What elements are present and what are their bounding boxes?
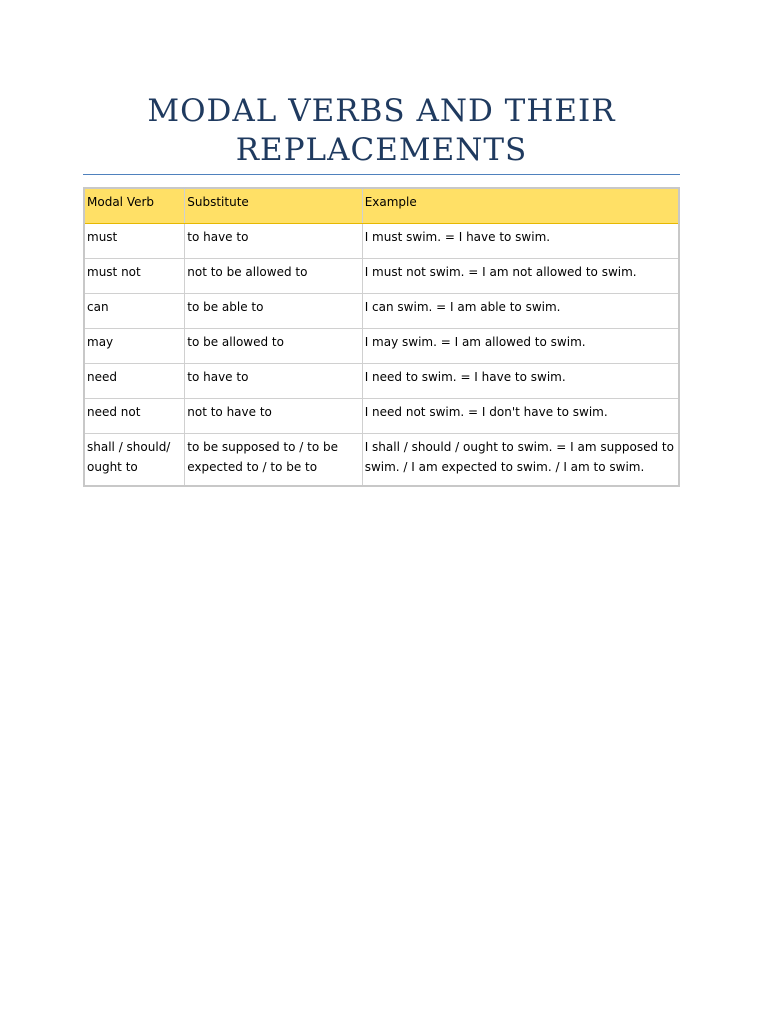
cell-example: I may swim. = I am allowed to swim. bbox=[362, 329, 679, 364]
cell-example: I need to swim. = I have to swim. bbox=[362, 364, 679, 399]
header-row bbox=[84, 188, 679, 224]
cell-substitute: to be allowed to bbox=[185, 329, 362, 364]
cell-example: I must not swim. = I am not allowed to swim. bbox=[362, 259, 679, 294]
cell-modal-verb: must not bbox=[84, 259, 185, 294]
cell-modal-verb: may bbox=[84, 329, 185, 364]
header-example: Example bbox=[362, 188, 679, 224]
cell-example: I need not swim. = I don't have to swim. bbox=[362, 399, 679, 434]
page-title bbox=[83, 92, 680, 170]
cell-modal-verb: need bbox=[84, 364, 185, 399]
table-row bbox=[84, 259, 679, 294]
cell-substitute: not to be allowed to bbox=[185, 259, 362, 294]
cell-modal-verb: need not bbox=[84, 399, 185, 434]
table-header bbox=[84, 188, 679, 224]
modal-verbs-table bbox=[83, 187, 680, 487]
title-divider bbox=[83, 174, 680, 175]
header-substitute: Substitute bbox=[185, 188, 362, 224]
cell-example: I must swim. = I have to swim. bbox=[362, 224, 679, 259]
cell-modal-verb: shall / should/ ought to bbox=[84, 434, 185, 487]
table-row bbox=[84, 399, 679, 434]
cell-substitute: not to have to bbox=[185, 399, 362, 434]
cell-example: I can swim. = I am able to swim. bbox=[362, 294, 679, 329]
table-body bbox=[84, 224, 679, 487]
table-row bbox=[84, 294, 679, 329]
cell-substitute: to have to bbox=[185, 364, 362, 399]
header-modal-verb: Modal Verb bbox=[84, 188, 185, 224]
title-line-2: REPLACEMENTS bbox=[235, 132, 528, 168]
cell-modal-verb: must bbox=[84, 224, 185, 259]
cell-substitute: to be supposed to / to be expected to / to be to bbox=[185, 434, 362, 487]
table-row bbox=[84, 364, 679, 399]
cell-example: I shall / should / ought to swim. = I am supposed to swim. / I am expected to swim. / I am to swim. bbox=[362, 434, 679, 487]
title-line-1: MODAL VERBS AND THEIR bbox=[147, 93, 616, 129]
table-row bbox=[84, 434, 679, 487]
cell-substitute: to have to bbox=[185, 224, 362, 259]
table-row bbox=[84, 329, 679, 364]
cell-substitute: to be able to bbox=[185, 294, 362, 329]
cell-modal-verb: can bbox=[84, 294, 185, 329]
table-row bbox=[84, 224, 679, 259]
